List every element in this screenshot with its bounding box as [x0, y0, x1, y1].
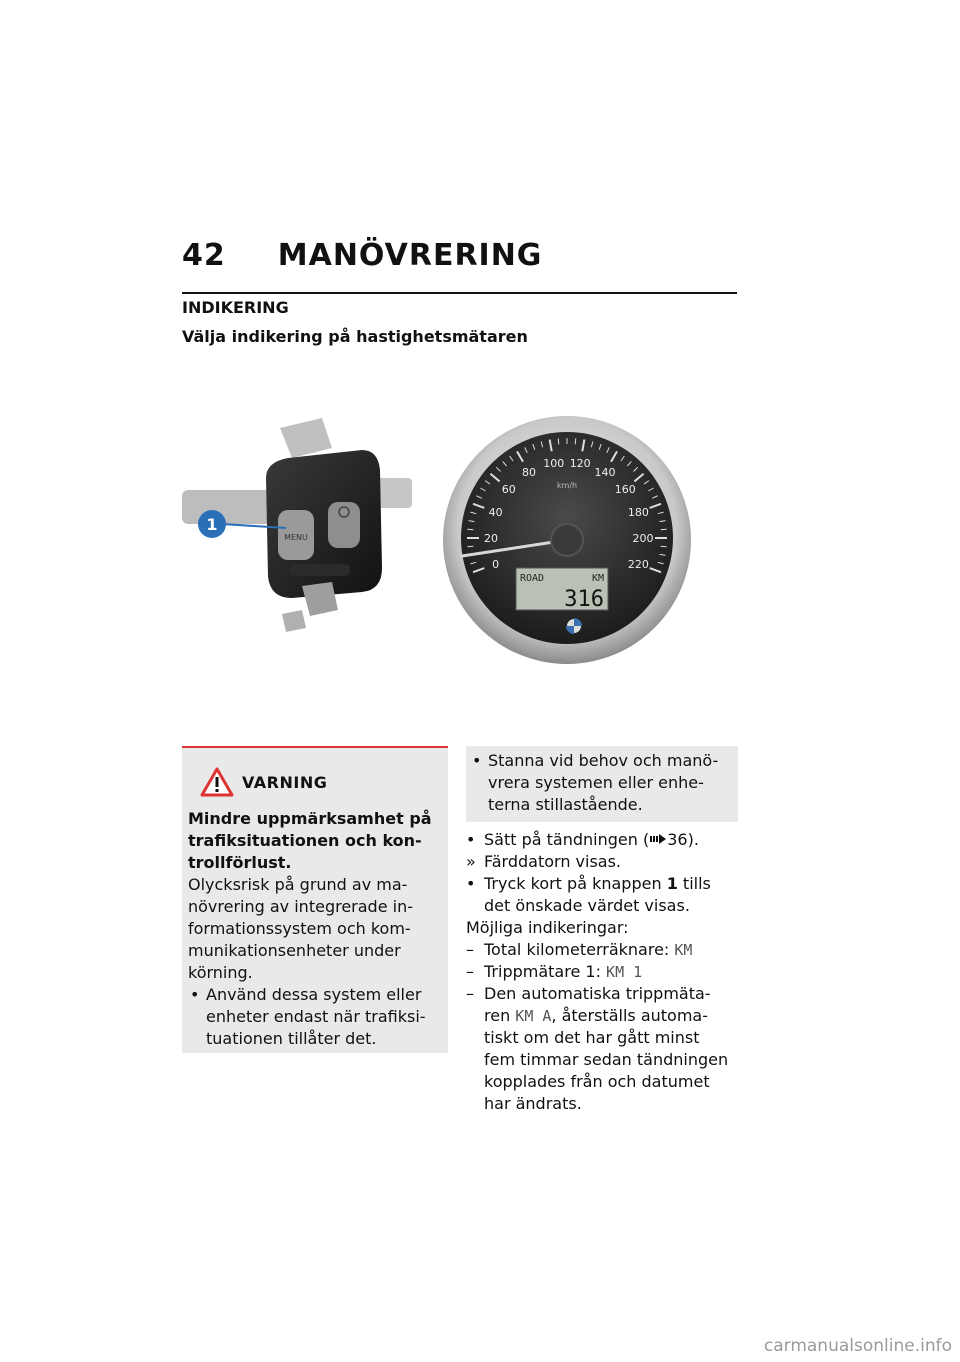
warning-bold-2: trafiksituationen och kon- — [188, 831, 422, 850]
speed-tick-label: 120 — [569, 457, 591, 471]
needle-hub — [551, 524, 583, 556]
section-title: INDIKERING — [182, 298, 289, 317]
warning-text-5: körning. — [188, 963, 253, 982]
warning-label: VARNING — [242, 772, 328, 792]
speed-tick-label: 160 — [614, 483, 636, 497]
speed-tick — [575, 438, 576, 444]
speed-tick-label: 140 — [594, 466, 616, 480]
button-key: 1 — [666, 874, 678, 893]
note-bullet — [470, 750, 732, 816]
speed-tick — [467, 529, 473, 530]
step-press: • Tryck kort på knappen 1 tills det önskade värdet visas. — [466, 874, 711, 915]
warning-bullet-line-2: enheter endast när trafiksi- — [206, 1007, 426, 1026]
page-ref[interactable]: 36 — [667, 830, 688, 849]
subsection-title: Välja indikering på hastighetsmätaren — [182, 327, 528, 346]
note-line-1: Stanna vid behov och manö- — [488, 751, 719, 770]
warning-header — [188, 764, 440, 800]
step-result: » Färddatorn visas. — [466, 852, 622, 871]
speed-tick — [661, 546, 667, 547]
speed-tick-label: 80 — [522, 466, 536, 480]
speed-tick-label: 220 — [627, 557, 649, 571]
warning-bold-3: trollförlust. — [188, 853, 292, 872]
speed-unit: km/h — [556, 481, 578, 490]
instructions — [466, 829, 740, 1115]
step-ignition: • Sätt på tändningen ( 36). — [466, 830, 699, 849]
speed-tick — [661, 529, 667, 530]
lcd-value: 316 — [564, 587, 604, 612]
speedometer — [443, 416, 691, 664]
warning-text-4: munikationsenheter under — [188, 941, 401, 960]
note-line-3: terna stillastående. — [488, 795, 643, 814]
speed-tick-label: 100 — [543, 457, 565, 471]
options-title: Möjliga indikeringar: — [466, 918, 629, 937]
page-number: 42 — [182, 238, 226, 273]
handlebar-and-speedometer-figure — [182, 378, 738, 718]
option-trip1: – Trippmätare 1: KM 1 — [466, 962, 643, 981]
speed-tick-label: 180 — [627, 506, 649, 520]
speed-tick-label: 20 — [484, 532, 498, 545]
chapter-title: MANÖVRERING — [277, 238, 543, 273]
speed-tick-label: 200 — [632, 532, 654, 545]
speed-tick-label: 0 — [492, 557, 500, 571]
page-reference-arrow-icon — [649, 833, 667, 845]
warning-box — [182, 746, 448, 1053]
menu-label: MENU — [284, 533, 308, 542]
warning-bullet-line-1: Använd dessa system eller — [206, 985, 422, 1004]
header-rule — [182, 292, 737, 294]
option-auto-trip: – Den automatiska trippmäta- ren KM A, återställs automa- tiskt om det har gått minst fem timmar sedan tändningen kopplades från och datumet har ändrats. — [466, 984, 729, 1113]
speed-tick — [467, 546, 473, 547]
option-total: – Total kilometerräknare: KM — [466, 940, 693, 959]
page-header — [182, 238, 738, 273]
callout-number: 1 — [206, 515, 218, 534]
speed-tick — [558, 438, 559, 444]
warning-text-1: Olycksrisk på grund av ma- — [188, 875, 408, 894]
warning-bullet — [188, 984, 440, 1050]
speed-tick-label: 40 — [488, 506, 503, 520]
warning-text-2: növrering av integrerade in- — [188, 897, 413, 916]
note-line-2: vrera systemen eller enhe- — [488, 773, 704, 792]
footer-watermark: carmanualsonline.info — [763, 1336, 952, 1356]
bullet-marker: • — [190, 985, 200, 1004]
warning-text-3: formationssystem och kom- — [188, 919, 411, 938]
lcd-mode: ROAD — [520, 573, 545, 584]
lcd-unit: KM — [591, 573, 604, 584]
warning-triangle-icon — [200, 767, 234, 797]
warning-bullet-line-3: tuationen tillåter det. — [206, 1029, 377, 1048]
speed-tick-label: 60 — [501, 483, 516, 497]
bullet-marker: • — [472, 751, 482, 770]
warning-bold-1: Mindre uppmärksamhet på — [188, 809, 432, 828]
note-box — [466, 746, 738, 822]
